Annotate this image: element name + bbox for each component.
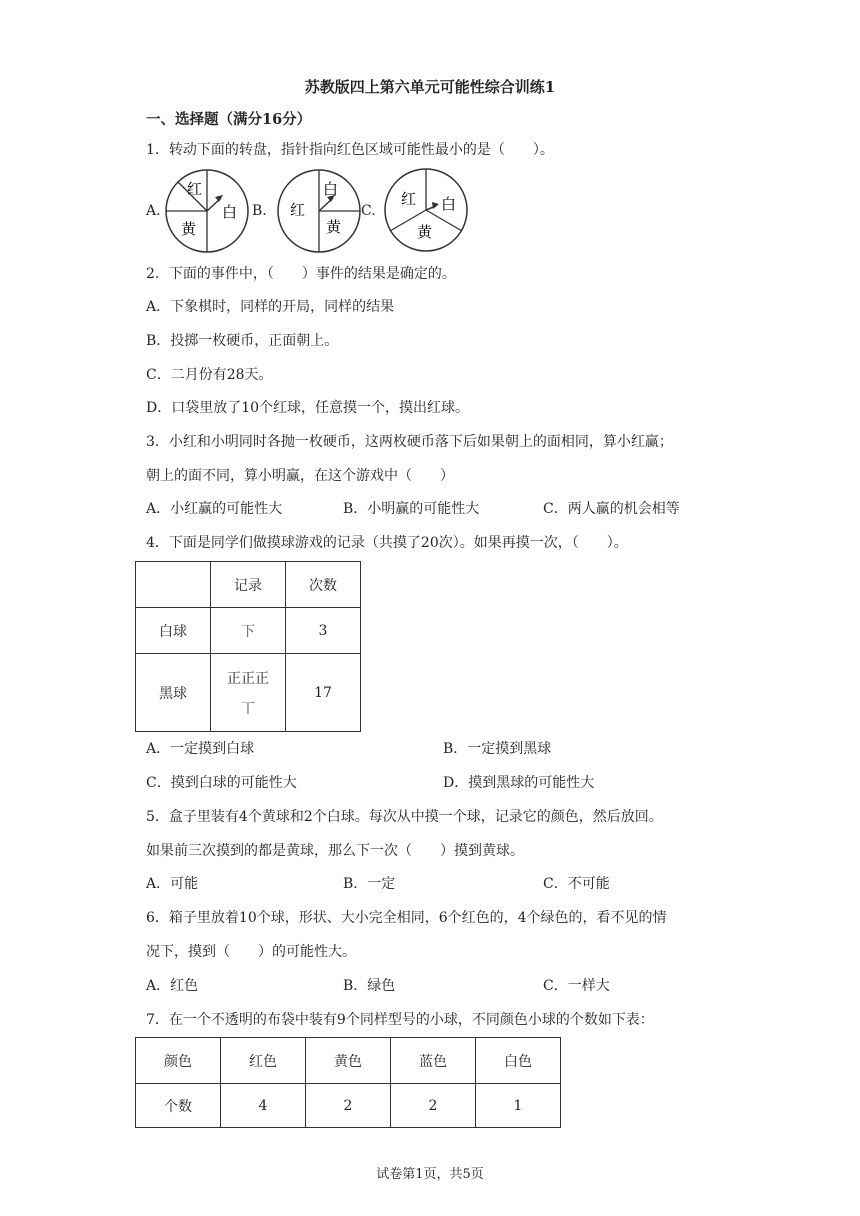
q4-option-b: B．一定摸到黑球 (443, 741, 552, 757)
q6-option-b: B．绿色 (343, 978, 396, 994)
q1-option-a-label: A. (146, 203, 161, 219)
page-title: 苏教版四上第六单元可能性综合训练1 (304, 78, 556, 96)
spinner-b (276, 168, 362, 254)
tally-header-blank (136, 562, 211, 608)
q5-option-c: C．不可能 (543, 876, 610, 892)
spinner-a-white-label: 白 (222, 203, 238, 221)
spinner-a (164, 168, 250, 254)
tally-row-white-count: 3 (286, 608, 361, 654)
tally-table (135, 561, 361, 732)
spinner-b-red-label: 红 (290, 201, 306, 219)
q2-stem: 2．下面的事件中，（ ）事件的结果是确定的。 (146, 266, 456, 282)
tally-row-black-count: 17 (286, 654, 361, 732)
tally-row-black-name: 黑球 (136, 654, 211, 732)
q2-option-c: C．二月份有28天。 (146, 367, 273, 383)
ball-table-count-white: 1 (476, 1084, 561, 1128)
q4-option-d: D．摸到黑球的可能性大 (443, 775, 595, 791)
spinner-c-white-label: 白 (441, 195, 457, 213)
spinner-c-red-label: 红 (401, 190, 417, 208)
spinner-c-yellow-label: 黄 (417, 223, 433, 241)
q2-option-a: A．下象棋时，同样的开局，同样的结果 (146, 299, 395, 315)
q3-stem-line1: 3．小红和小明同时各抛一枚硬币，这两枚硬币落下后如果朝上的面相同，算小红赢； (146, 434, 673, 450)
q6-option-c: C．一样大 (543, 978, 610, 994)
ball-table-count-blue: 2 (391, 1084, 476, 1128)
ball-table-header-blue: 蓝色 (391, 1038, 476, 1084)
q5-option-a: A．可能 (146, 876, 199, 892)
ball-count-table (135, 1037, 561, 1128)
q1-option-c-label: C. (361, 203, 376, 219)
spinner-a-red-label: 红 (187, 180, 203, 198)
spinner-b-white-label: 白 (323, 180, 339, 198)
tally-row-white-marks: 下 (211, 608, 286, 654)
q5-option-b: B．一定 (343, 876, 396, 892)
page-footer: 试卷第1页，共5页 (376, 1167, 484, 1182)
q5-stem-line1: 5．盒子里装有4个黄球和2个白球。每次从中摸一个球，记录它的颜色，然后放回。 (146, 809, 663, 825)
q4-option-c: C．摸到白球的可能性大 (146, 775, 297, 791)
q7-stem: 7．在一个不透明的布袋中装有9个同样型号的小球，不同颜色小球的个数如下表： (146, 1012, 654, 1028)
ball-table-count-yellow: 2 (306, 1084, 391, 1128)
ball-table-count-red: 4 (221, 1084, 306, 1128)
spinner-b-yellow-label: 黄 (326, 218, 342, 236)
q2-option-b: B．投掷一枚硬币，正面朝上。 (146, 333, 339, 349)
tally-header-count: 次数 (286, 562, 361, 608)
ball-table-header-red: 红色 (221, 1038, 306, 1084)
q2-option-d: D．口袋里放了10个红球，任意摸一个，摸出红球。 (146, 400, 470, 416)
q1-option-b-label: B. (252, 203, 267, 219)
spinner-c (383, 167, 469, 253)
tally-row-white-name: 白球 (136, 608, 211, 654)
spinner-a-yellow-label: 黄 (181, 220, 197, 238)
tally-row-black-marks-line1: 正正正 (227, 670, 269, 687)
tally-row-black-marks (211, 654, 286, 732)
ball-table-header-white: 白色 (476, 1038, 561, 1084)
q4-stem: 4．下面是同学们做摸球游戏的记录（共摸了20次）。如果再摸一次，（ ）。 (146, 535, 628, 551)
ball-table-header-yellow: 黄色 (306, 1038, 391, 1084)
tally-row-black-marks-line2: 丅 (241, 700, 255, 717)
q3-option-c: C．两人赢的机会相等 (543, 501, 680, 517)
section-heading: 一、选择题（满分16分） (146, 111, 312, 128)
q1-stem: 1．转动下面的转盘，指针指向红色区域可能性最小的是（ ）。 (146, 142, 554, 158)
q3-option-b: B．小明赢的可能性大 (343, 501, 480, 517)
q6-stem-line2: 况下，摸到（ ）的可能性大。 (146, 944, 356, 960)
q6-option-a: A．红色 (146, 978, 199, 994)
q3-option-a: A．小红赢的可能性大 (146, 501, 283, 517)
ball-table-count-label: 个数 (136, 1084, 221, 1128)
q4-option-a: A．一定摸到白球 (146, 741, 255, 757)
q5-stem-line2: 如果前三次摸到的都是黄球，那么下一次（ ）摸到黄球。 (146, 843, 524, 859)
ball-table-header-color: 颜色 (136, 1038, 221, 1084)
q6-stem-line1: 6．箱子里放着10个球，形状、大小完全相同，6个红色的，4个绿色的，看不见的情 (146, 910, 667, 926)
q3-stem-line2: 朝上的面不同，算小明赢，在这个游戏中（ ） (146, 468, 454, 484)
tally-header-record: 记录 (211, 562, 286, 608)
